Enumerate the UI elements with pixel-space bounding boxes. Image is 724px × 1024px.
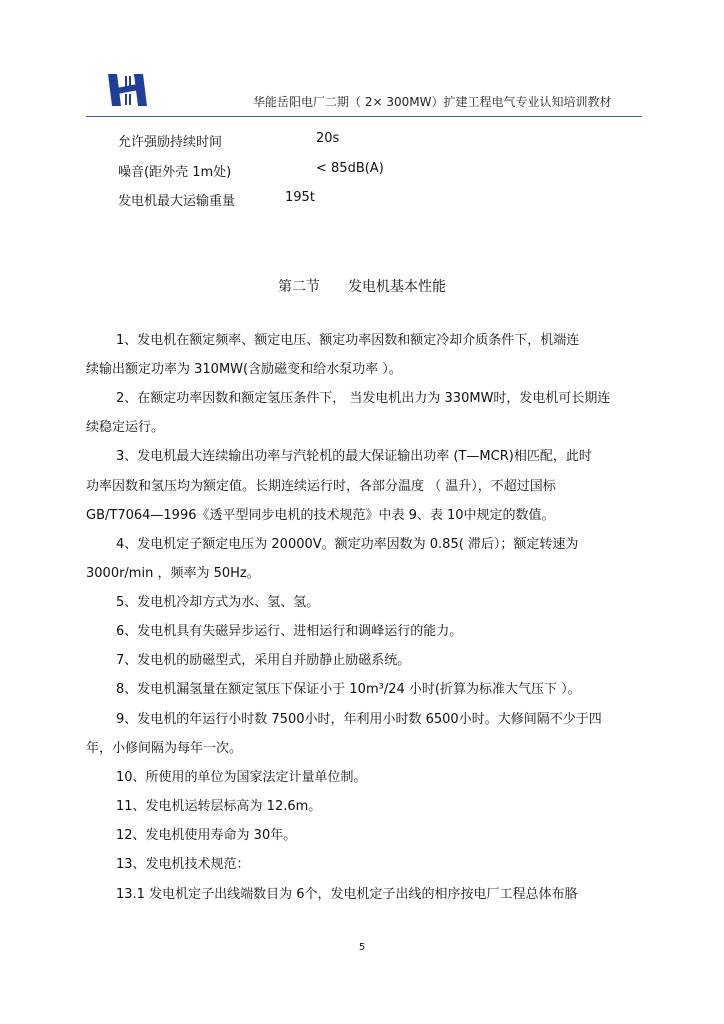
logo-mark — [108, 74, 148, 106]
paragraph-line: 续稳定运行。 — [86, 420, 165, 435]
paragraph-line: 9、发电机的年运行小时数 7500小时，年利用小时数 6500小时。大修间隔不少于四 — [116, 712, 602, 727]
header-title: 华能岳阳电厂二期（ 2× 300MW）扩建工程电气专业认知培训教材 — [253, 95, 612, 109]
paragraph-line: 6、发电机具有失磁异步运行、进相运行和调峰运行的能力。 — [116, 624, 463, 639]
header-divider — [86, 116, 642, 117]
paragraph-line: 13、发电机技术规范： — [116, 857, 250, 872]
spec-value: 20s — [316, 131, 340, 146]
paragraph-line: 7、发电机的励磁型式，采用自并励静止励磁系统。 — [116, 653, 411, 668]
paragraph-line: 4、发电机定子额定电压为 20000V。额定功率因数为 0.85( 滞后）；额定转速为 — [116, 537, 579, 552]
paragraph-line: 3000r/min ，频率为 50Hz。 — [86, 566, 260, 581]
paragraph-line: GB/T7064—1996《透平型同步电机的技术规范》中表 9、表 10中规定的数值。 — [86, 508, 555, 523]
paragraph-line: 2、在额定功率因数和额定氢压条件下， 当发电机出力为 330MW时，发电机可长期连 — [116, 391, 611, 406]
paragraph-line: 8、发电机漏氢量在额定氢压下保证小于 10m³/24 小时(折算为标准大气压下 ）。 — [116, 682, 581, 697]
paragraph-line: 续输出额定功率为 310MW(含励磁变和给水泵功率 ）。 — [86, 362, 402, 377]
paragraph-line: 11、发电机运转层标高为 12.6m。 — [116, 799, 322, 814]
spec-value: 195t — [285, 190, 315, 205]
section-title — [0, 276, 724, 296]
paragraph-line: 1、发电机在额定频率、额定电压、额定功率因数和额定冷却介质条件下，机端连 — [116, 333, 580, 348]
paragraph-line: 10、所使用的单位为国家法定计量单位制。 — [116, 770, 367, 785]
paragraph-line: 12、发电机使用寿命为 30年。 — [116, 828, 297, 843]
section-name: 发电机基本性能 — [348, 279, 446, 295]
spec-label: 允许强励持续时间 — [118, 135, 223, 150]
paragraph-line: 年，小修间隔为每年一次。 — [86, 741, 243, 756]
section-number: 第二节 — [278, 279, 320, 295]
spec-label: 噪音(距外壳 1m处) — [118, 165, 232, 180]
paragraph-line: 5、发电机冷却方式为水、氢、氢。 — [116, 595, 320, 610]
paragraph-line: 13.1 发电机定子出线端数目为 6个，发电机定子出线的相序按电厂工程总体布胳 — [116, 887, 578, 902]
spec-label: 发电机最大运输重量 — [118, 194, 236, 209]
page-number: 5 — [358, 942, 366, 953]
company-logo — [108, 74, 148, 106]
paragraph-line: 功率因数和氢压均为额定值。长期连续运行时，各部分温度 （ 温升），不超过国标 — [86, 479, 556, 494]
spec-value: < 85dB(A) — [316, 161, 384, 176]
paragraph-line: 3、发电机最大连续输出功率与汽轮机的最大保证输出功率 (T—MCR)相匹配，此时 — [116, 449, 592, 464]
